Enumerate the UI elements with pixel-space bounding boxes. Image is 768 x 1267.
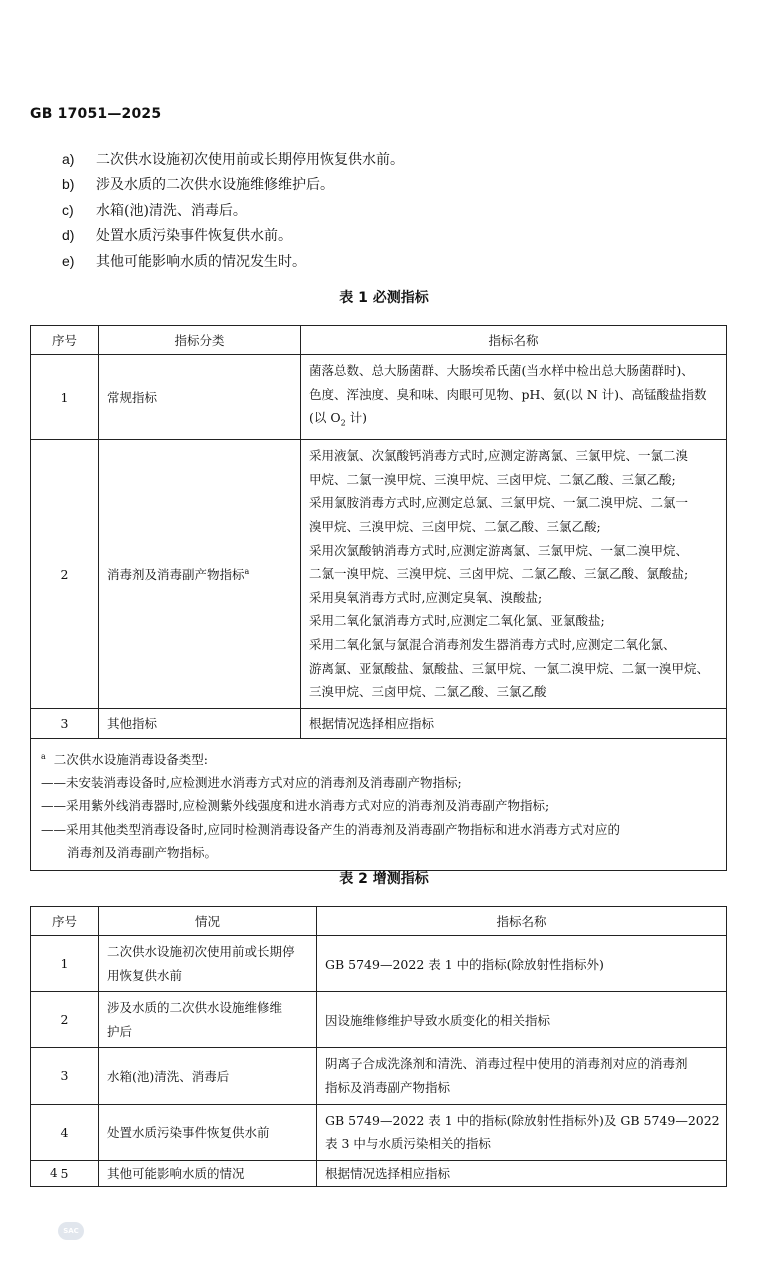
list-marker: d) [62, 227, 75, 244]
row-indicator-names [317, 1048, 727, 1104]
text-line: 阴离子合成洗涤剂和清洗、消毒过程中使用的消毒剂对应的消毒剂 [325, 1056, 688, 1072]
subscript: 2 [340, 418, 346, 428]
table-row [31, 355, 727, 440]
text-line: GB 5749—2022 表 1 中的指标(除放射性指标外)及 GB 5749—2022 [325, 1112, 720, 1128]
text-line: 护后 [107, 1023, 133, 1039]
row-no: 5 [31, 1160, 99, 1186]
text-line: 色度、浑浊度、臭和味、肉眼可见物、pH、氨(以 N 计)、高锰酸盐指数 [309, 386, 707, 402]
header-name: 指标名称 [301, 326, 727, 355]
header-name: 指标名称 [317, 907, 727, 936]
footnote-line: ——采用其他类型消毒设备时,应同时检测消毒设备产生的消毒剂及消毒副产物指标和进水消毒方式对应的 [41, 821, 620, 837]
header-no: 序号 [31, 907, 99, 936]
table-header-row [31, 907, 727, 936]
page-number: 4 [50, 1166, 58, 1180]
table-row [31, 992, 727, 1048]
table2-caption: 表 2 增测指标 [339, 871, 429, 887]
table-row [31, 1104, 727, 1160]
list-text: 涉及水质的二次供水设施维修维护后。 [96, 177, 334, 194]
row-indicator-names: 根据情况选择相应指标 [317, 1160, 727, 1186]
condition-list [62, 146, 722, 274]
row-indicator-names: GB 5749—2022 表 1 中的指标(除放射性指标外) [317, 936, 727, 992]
row-situation [99, 992, 317, 1048]
list-item [62, 248, 722, 274]
table-row [31, 936, 727, 992]
row-category [99, 440, 301, 709]
row-no: 3 [31, 1048, 99, 1104]
text-line: 指标及消毒副产物指标 [325, 1079, 451, 1095]
list-text: 水箱(池)清洗、消毒后。 [96, 202, 247, 219]
footnote-title-text: 二次供水设施消毒设备类型: [53, 751, 208, 767]
table-row [31, 1160, 727, 1186]
text-line: 甲烷、二氯一溴甲烷、三溴甲烷、三卤甲烷、二氯乙酸、三氯乙酸; [309, 471, 676, 487]
table-footnote [31, 738, 727, 870]
footnote-line: ——未安装消毒设备时,应检测进水消毒方式对应的消毒剂及消毒副产物指标; [41, 775, 462, 791]
category-text: 消毒剂及消毒副产物指标 [107, 567, 245, 583]
list-item [62, 146, 722, 172]
row-no: 1 [31, 355, 99, 440]
row-situation: 处置水质污染事件恢复供水前 [99, 1104, 317, 1160]
list-item [62, 197, 722, 223]
row-category: 常规指标 [99, 355, 301, 440]
text-line: 采用臭氧消毒方式时,应测定臭氧、溴酸盐; [309, 589, 543, 605]
row-category: 其他指标 [99, 708, 301, 738]
line-end: 计) [345, 410, 368, 426]
text-line: 采用二氧化氯与氯混合消毒剂发生器消毒方式时,应测定二氧化氯、 [309, 637, 676, 653]
row-no: 2 [31, 440, 99, 709]
table-row [31, 1048, 727, 1104]
row-no: 3 [31, 708, 99, 738]
text-line: 二氯一溴甲烷、三溴甲烷、三卤甲烷、二氯乙酸、三氯乙酸、氯酸盐; [309, 566, 689, 582]
row-indicator-names [301, 440, 727, 709]
table1-caption: 表 1 必测指标 [339, 290, 429, 306]
footnote-marker: a [244, 566, 250, 576]
footnote-marker: a [41, 751, 46, 761]
header-category: 指标分类 [99, 326, 301, 355]
text-line: 采用次氯酸钠消毒方式时,应测定游离氯、三氯甲烷、一氯二溴甲烷、 [309, 542, 688, 558]
footnote-continuation: 消毒剂及消毒副产物指标。 [67, 844, 218, 860]
row-indicator-names: 因设施维修维护导致水质变化的相关指标 [317, 992, 727, 1048]
list-text: 其他可能影响水质的情况发生时。 [96, 253, 306, 270]
table-row [31, 440, 727, 709]
table-row [31, 708, 727, 738]
list-item [62, 223, 722, 249]
line-start: (以 O [309, 410, 341, 426]
list-text: 处置水质污染事件恢复供水前。 [96, 228, 292, 245]
text-line: 采用氯胺消毒方式时,应测定总氯、三氯甲烷、一氯二溴甲烷、二氯一 [309, 495, 688, 511]
text-line: 菌落总数、总大肠菌群、大肠埃希氏菌(当水样中检出总大肠菌群时)、 [309, 363, 694, 378]
standard-number: GB 17051—2025 [30, 106, 162, 122]
row-no: 1 [31, 936, 99, 992]
text-line: 三溴甲烷、三卤甲烷、二氯乙酸、三氯乙酸 [309, 684, 547, 700]
row-indicator-names [317, 1104, 727, 1160]
row-situation: 水箱(池)清洗、消毒后 [99, 1048, 317, 1104]
table2-additional-indicators [30, 906, 727, 1187]
list-marker: c) [62, 201, 74, 218]
text-line: 游离氯、亚氯酸盐、氯酸盐、三氯甲烷、一氯二溴甲烷、二氯一溴甲烷、 [309, 660, 710, 676]
header-no: 序号 [31, 326, 99, 355]
row-situation: 其他可能影响水质的情况 [99, 1160, 317, 1186]
footnote-title [41, 745, 716, 771]
footnote-line: ——采用紫外线消毒器时,应检测紫外线强度和进水消毒方式对应的消毒剂及消毒副产物指标; [41, 798, 550, 814]
text-line: 表 3 中与水质污染相关的指标 [325, 1136, 491, 1152]
header-situation: 情况 [99, 907, 317, 936]
text-line: 溴甲烷、三溴甲烷、三卤甲烷、二氯乙酸、三氯乙酸; [309, 519, 601, 535]
table-header-row [31, 326, 727, 355]
row-no: 2 [31, 992, 99, 1048]
text-line: 二次供水设施初次使用前或长期停 [107, 944, 295, 959]
text-line: 采用二氧化氯消毒方式时,应测定二氧化氯、亚氯酸盐; [309, 613, 605, 629]
row-indicator-names: 根据情况选择相应指标 [301, 708, 727, 738]
row-indicator-names [301, 355, 727, 440]
text-line: 涉及水质的二次供水设施维修维 [107, 1000, 283, 1016]
list-text: 二次供水设施初次使用前或长期停用恢复供水前。 [96, 151, 404, 168]
text-line: 采用液氯、次氯酸钙消毒方式时,应测定游离氯、三氯甲烷、一氯二溴 [309, 448, 688, 464]
text-line [309, 406, 718, 435]
sac-logo-icon: SAC [58, 1222, 84, 1240]
list-item [62, 172, 722, 198]
list-marker: b) [62, 176, 75, 193]
list-marker: e) [62, 252, 75, 269]
row-situation [99, 936, 317, 992]
table1-required-indicators [30, 325, 727, 871]
row-no: 4 [31, 1104, 99, 1160]
table-note-row [31, 738, 727, 870]
list-marker: a) [62, 150, 75, 167]
text-line: 用恢复供水前 [107, 967, 183, 983]
